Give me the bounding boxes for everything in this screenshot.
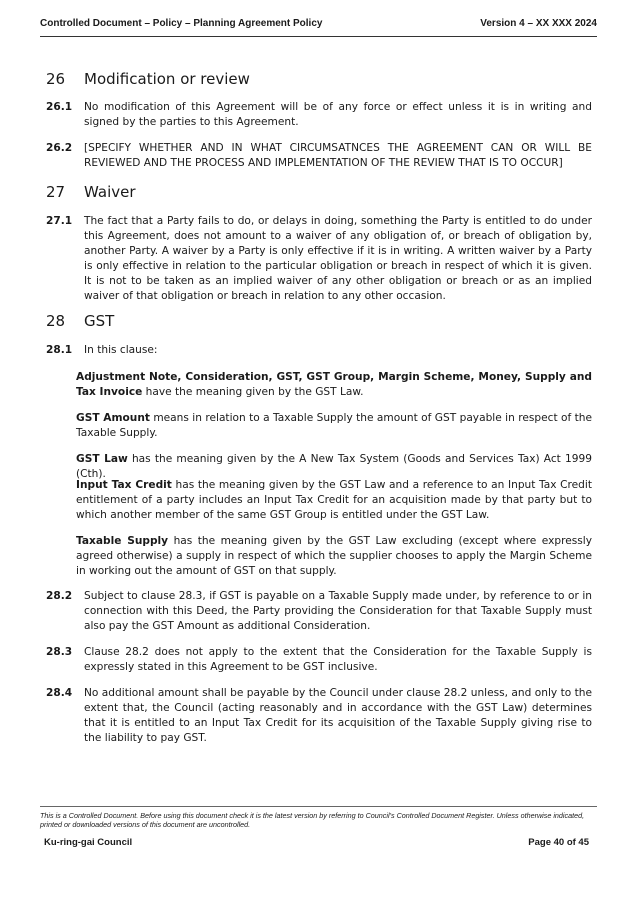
section-number: 28 <box>46 312 66 330</box>
clause-28-1 <box>46 343 592 358</box>
clause-28-3 <box>46 645 592 675</box>
clause-number: 26.1 <box>46 101 73 113</box>
clause-number: 28.4 <box>46 687 73 699</box>
clause-number: 28.1 <box>46 344 73 356</box>
clause-26-2 <box>46 141 592 171</box>
clause-number: 26.2 <box>46 142 73 154</box>
section-number: 27 <box>46 183 66 201</box>
heading-section-28 <box>46 312 114 330</box>
definition-text: means in relation to a Taxable Supply the amount of GST payable in respect of the Taxable Supply. <box>76 412 592 439</box>
definition-taxable-supply <box>76 534 592 579</box>
section-title: Modification or review <box>84 70 250 88</box>
clause-text: Subject to clause 28.3, if GST is payable on a Taxable Supply made under, by reference to or in connection with this Deed, the Party providing the Consideration for that Taxable Supply must also pay the GST Amount as additional Consideration. <box>84 590 592 632</box>
clause-number: 28.3 <box>46 646 73 658</box>
clause-text: No additional amount shall be payable by the Council under clause 28.2 unless, and only to the extent that, the Council (acting reasonably and in accordance with the GST Law) determines that it is entitled to an Input Tax Credit for its acquisition of the Taxable Supply giving rise to the liability to pay GST. <box>84 687 592 744</box>
clause-text: The fact that a Party fails to do, or delays in doing, something the Party is entitled to do under this Agreement, does not amount to a waiver of any obligation of, or breach of obligation by, another Party. A waiver by a Party is only effective if it is in writing. A written waiver by a Party is only effective in relation to the particular obligation or breach in respect of which it is given. It is not to be taken as an implied waiver of any other obligation or breach or as an implied waiver of that obligation or breach in relation to any other occasion. <box>84 215 592 302</box>
definition-term: GST Amount <box>76 412 150 424</box>
clause-26-1 <box>46 100 592 130</box>
definition-term: Adjustment Note, Consideration, GST, GST Group, Margin Scheme, Money, Supply and Tax Invoice <box>76 371 592 398</box>
header-document-title: Controlled Document – Policy – Planning Agreement Policy <box>40 18 323 29</box>
clause-text: Clause 28.2 does not apply to the extent that the Consideration for the Taxable Supply is expressly stated in this Agreement to be GST inclusive. <box>84 646 592 673</box>
clause-number: 28.2 <box>46 590 73 602</box>
heading-section-27 <box>46 183 136 201</box>
clause-number: 27.1 <box>46 215 73 227</box>
heading-section-26 <box>46 70 250 88</box>
footer-organisation: Ku-ring-gai Council <box>44 837 133 848</box>
definition-text: have the meaning given by the GST Law. <box>142 386 364 398</box>
clause-text: [SPECIFY WHETHER AND IN WHAT CIRCUMSATNCES THE AGREEMENT CAN OR WILL BE REVIEWED AND THE PROCESS AND IMPLEMENTATION OF THE REVIEW THAT IS TO OCCUR] <box>84 142 592 169</box>
page-header <box>40 14 597 37</box>
definition-text: has the meaning given by the GST Law and a reference to an Input Tax Credit entitlement of a party includes an Input Tax Credit for an acquisition made by that party but to which another member of the same GST Group is entitled under the GST Law. <box>76 479 592 521</box>
clause-27-1 <box>46 214 592 304</box>
clause-text: No modification of this Agreement will be of any force or effect unless it is in writing and signed by the parties to this Agreement. <box>84 101 592 128</box>
section-title: Waiver <box>84 183 136 201</box>
clause-28-4 <box>46 686 592 746</box>
page-number: Page 40 of 45 <box>528 837 589 848</box>
clause-text: In this clause: <box>84 344 158 356</box>
section-title: GST <box>84 312 115 330</box>
definition-gst-amount <box>76 411 592 441</box>
definition-text: has the meaning given by the GST Law excluding (except where expressly agreed otherwise) a supply in respect of which the supplier chooses to apply the Margin Scheme in working out the amount of GST on that supply. <box>76 535 593 577</box>
page-footer <box>40 806 597 848</box>
definition-text: has the meaning given by the A New Tax System (Goods and Services Tax) Act 1999 (Cth). <box>76 453 592 480</box>
definition-input-tax-credit <box>76 478 592 523</box>
definition-term: GST Law <box>76 453 128 465</box>
definition-term: Input Tax Credit <box>76 479 172 491</box>
definition-adjustment-note <box>76 370 592 400</box>
definition-term: Taxable Supply <box>76 535 169 547</box>
controlled-document-notice: This is a Controlled Document. Before using this document check it is the latest version by referring to Council’s Controlled Document Register. Unless otherwise indicated, printed or downloaded versions of this document are uncontrolled. <box>40 811 585 829</box>
section-number: 26 <box>46 70 66 88</box>
clause-28-2 <box>46 589 592 634</box>
header-version: Version 4 – XX XXX 2024 <box>480 18 597 29</box>
